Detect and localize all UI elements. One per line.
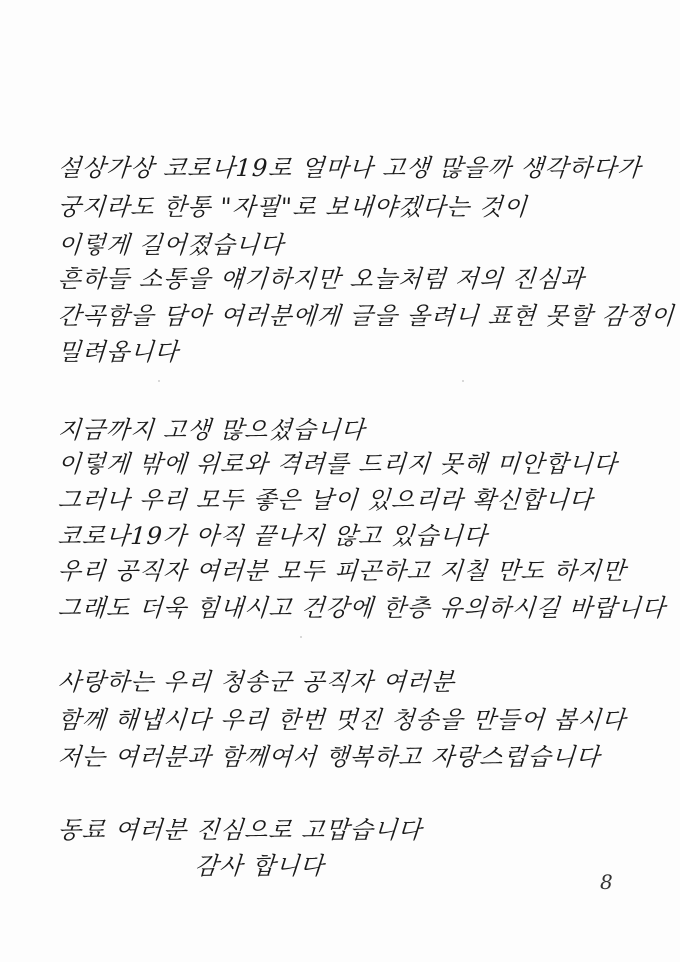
paper-speck — [300, 636, 302, 638]
paper-speck — [158, 380, 160, 382]
letter-line: 간곡함을 담아 여러분에게 글을 올려니 표현 못할 감정이 — [56, 302, 676, 330]
letter-line: 궁지라도 한통 "자필"로 보내야겠다는 것이 — [56, 193, 529, 221]
letter-line: 그러나 우리 모두 좋은 날이 있으리라 확신합니다 — [56, 486, 595, 514]
letter-line: 설상가상 코로나19로 얼마나 고생 많을까 생각하다가 — [56, 154, 643, 182]
letter-line: 지금까지 고생 많으셨습니다 — [56, 416, 367, 444]
letter-line: 함께 해냅시다 우리 한번 멋진 청송을 만들어 봅시다 — [56, 706, 628, 734]
closing-line: 동료 여러분 진심으로 고맙습니다 — [56, 816, 424, 844]
page-number: 8 — [600, 870, 613, 894]
paper-speck — [462, 380, 464, 382]
letter-line: 이렇게 밖에 위로와 격려를 드리지 못해 미안합니다 — [56, 450, 619, 478]
letter-line: 흔하들 소통을 얘기하지만 오늘처럼 저의 진심과 — [56, 265, 586, 293]
letter-line: 이렇게 길어졌습니다 — [56, 231, 286, 259]
letter-line: 밀려옵니다 — [56, 338, 180, 366]
letter-line: 저는 여러분과 함께여서 행복하고 자랑스럽습니다 — [56, 743, 602, 771]
letter-line: 우리 공직자 여러분 모두 피곤하고 지칠 만도 하지만 — [56, 557, 628, 585]
signoff-line: 감사 합니다 — [193, 852, 326, 880]
letter-line: 사랑하는 우리 청송군 공직자 여러분 — [56, 668, 457, 696]
letter-line: 코로나19가 아직 끝나지 않고 있습니다 — [56, 522, 489, 550]
letter-line: 그래도 더욱 힘내시고 건강에 한층 유의하시길 바랍니다 — [56, 594, 667, 622]
